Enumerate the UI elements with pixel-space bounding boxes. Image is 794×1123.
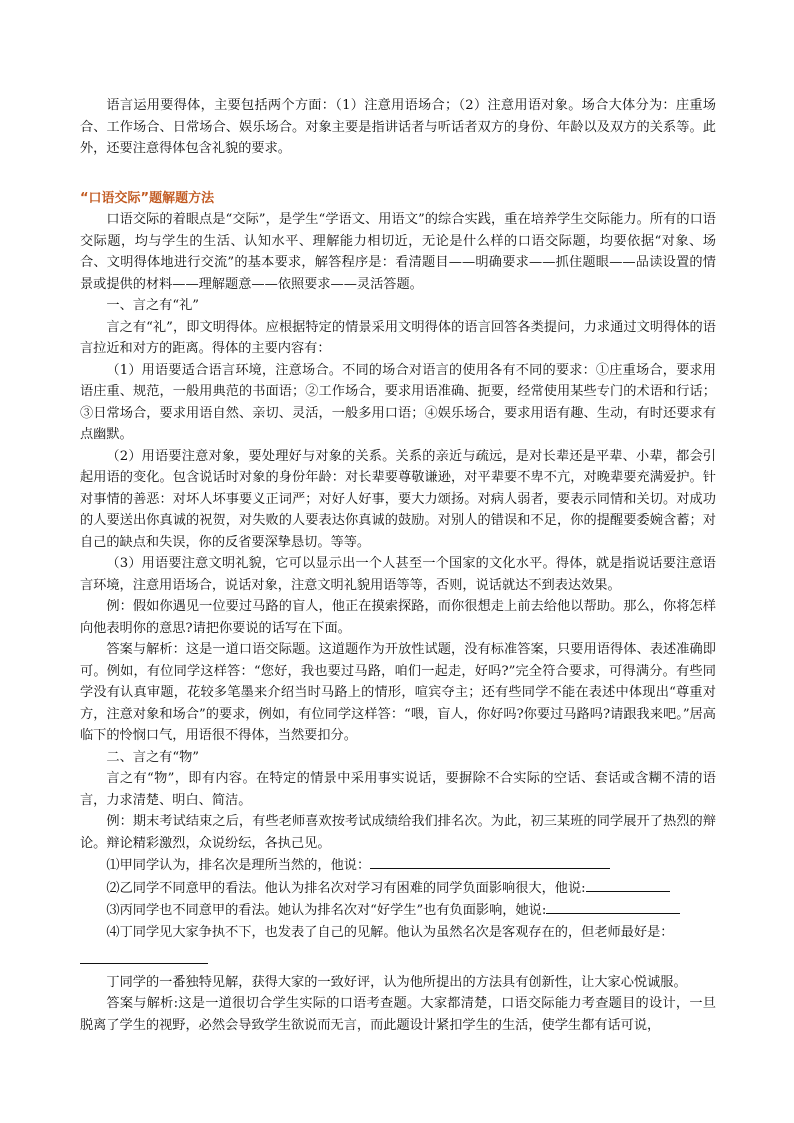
section-1-title: 一、言之有“礼” xyxy=(106,298,199,313)
question-1-text: ⑴甲同学认为，排名次是理所当然的，他说： xyxy=(106,858,371,873)
answer-blank-3[interactable] xyxy=(546,899,680,914)
example-1: 例：假如你遇见一位要过马路的盲人，他正在摸索探路，而你很想走上前去给他以帮助。那么，你将怎样向他表明你的意思?请把你要说的话写在下面。 xyxy=(80,599,716,636)
section-heading: “口语交际”题解题方法 xyxy=(80,190,215,206)
section-2-body: 言之有“物”，即有内容。在特定的情景中采用事实说话，要摒除不合实际的空话、套话或含糊不清的语言，力求清楚、明白、简洁。 xyxy=(80,771,716,808)
question-2-text: ⑵乙同学不同意甲的看法。他认为排名次对学习有困难的同学负面影响很大，他说: xyxy=(106,880,586,896)
example-2: 例：期末考试结束之后，有些老师喜欢按考试成绩给我们排名次。为此，初三某班的同学展开了热烈的辩论。辩论精彩激烈，众说纷纭，各执己见。 xyxy=(80,814,716,851)
section-1-body: 言之有“礼”，即文明得体。应根据特定的情景采用文明得体的语言回答各类提问，力求通过文明得体的语言拉近和对方的距离。得体的主要内容有： xyxy=(80,319,716,356)
section-1-item-1: （1）用语要适合语言环境，注意场合。不同的场合对语言的使用各有不同的要求：①庄重场合，要求用语庄重、规范，一般用典范的书面语；②工作场合，要求用语准确、扼要，经常使用某些专门的术语和行话；③日常场合，要求用语自然、亲切、灵活，一般多用口语；④娱乐场合，要求用语有趣、生动，有时还要求有点幽默。 xyxy=(80,362,716,442)
section-1-item-3: （3）用语要注意文明礼貌，它可以显示出一个人甚至一个国家的文化水平。得体，就是指说话要注意语言环境，注意用语场合，说话对象，注意文明礼貌用语等等，否则，说话就达不到表达效果。 xyxy=(80,556,716,593)
intro-paragraph: 语言运用要得体，主要包括两个方面：（1）注意用语场合；（2）注意用语对象。场合大体分为：庄重场合、工作场合、日常场合、娱乐场合。对象主要是指讲话者与听话者双方的身份、年龄以及双方的关系等。此外，还要注意得体包含礼貌的要求。 xyxy=(80,98,716,156)
section-2-title: 二、言之有“物” xyxy=(106,749,199,765)
section-1-item-2: （2）用语要注意对象，要处理好与对象的关系。关系的亲近与疏远，是对长辈还是平辈、小辈，都会引起用语的变化。包含说话时对象的身份年龄：对长辈要尊敬谦逊，对平辈要不卑不亢，对晚辈要充满爱护。针对事情的善恶：对坏人坏事要义正词严；对好人好事，要大力颂扬。对病人弱者，要表示同情和关切。对成功的人要送出你真诚的祝贺，对失败的人要表达你真诚的鼓励。对别人的错误和不足，你的提醒要委婉含蓄；对自己的缺点和失误，你的反省要深挚恳切。等等。 xyxy=(80,448,716,550)
question-1 xyxy=(80,854,716,877)
answer-blank-4[interactable] xyxy=(80,949,208,964)
question-3-text: ⑶丙同学也不同意甲的看法。她认为排名次对“好学生”也有负面影响，她说: xyxy=(106,903,547,918)
conclusion-paragraph: 丁同学的一番独特见解，获得大家的一致好评，认为他所提出的方法具有创新性，让大家心悦诚服。 xyxy=(106,974,687,990)
question-4: ⑷丁同学见大家争执不下，也发表了自己的见解。他认为虽然名次是客观存在的，但老师最好是： xyxy=(106,924,674,940)
question-2 xyxy=(80,877,716,900)
answer-blank-2[interactable] xyxy=(586,877,670,892)
answer-1: 答案与解析：这是一道口语交际题。这道题作为开放性试题，没有标准答案，只要用语得体、表述准确即可。例如，有位同学这样答：“您好，我也要过马路，咱们一起走，好吗?”完全符合要求，可得满分。有些同学没有认真审题，花较多笔墨来介绍当时马路上的情形，喧宾夺主；还有些同学不能在表述中体现出“尊重对方，注意对象和场合”的要求，例如，有位同学这样答：“喂，盲人，你好吗?你要过马路吗?请跟我来吧。”居高临下的怜悯口气，用语很不得体，当然要扣分。 xyxy=(80,642,716,743)
answer-2: 答案与解析:这是一道很切合学生实际的口语考查题。大家都清楚，口语交际能力考查题目的设计，一旦脱离了学生的视野，必然会导致学生欲说而无言，而此题设计紧扣学生的生活，使学生都有话可说， xyxy=(80,996,716,1033)
answer-blank-1[interactable] xyxy=(370,854,610,869)
method-paragraph: 口语交际的着眼点是“交际”，是学生“学语文、用语文”的综合实践，重在培养学生交际能力。所有的口语交际题，均与学生的生活、认知水平、理解能力相切近，无论是什么样的口语交际题，均要依据“对象、场合、文明得体地进行交流”的基本要求，解答程序是：看清题目——明确要求——抓住题眼——品读设置的情景或提供的材料——理解题意——依照要求——灵活答题。 xyxy=(80,212,716,292)
question-3 xyxy=(80,899,716,922)
question-4-blank-line xyxy=(80,949,716,972)
document-page xyxy=(80,95,716,1036)
